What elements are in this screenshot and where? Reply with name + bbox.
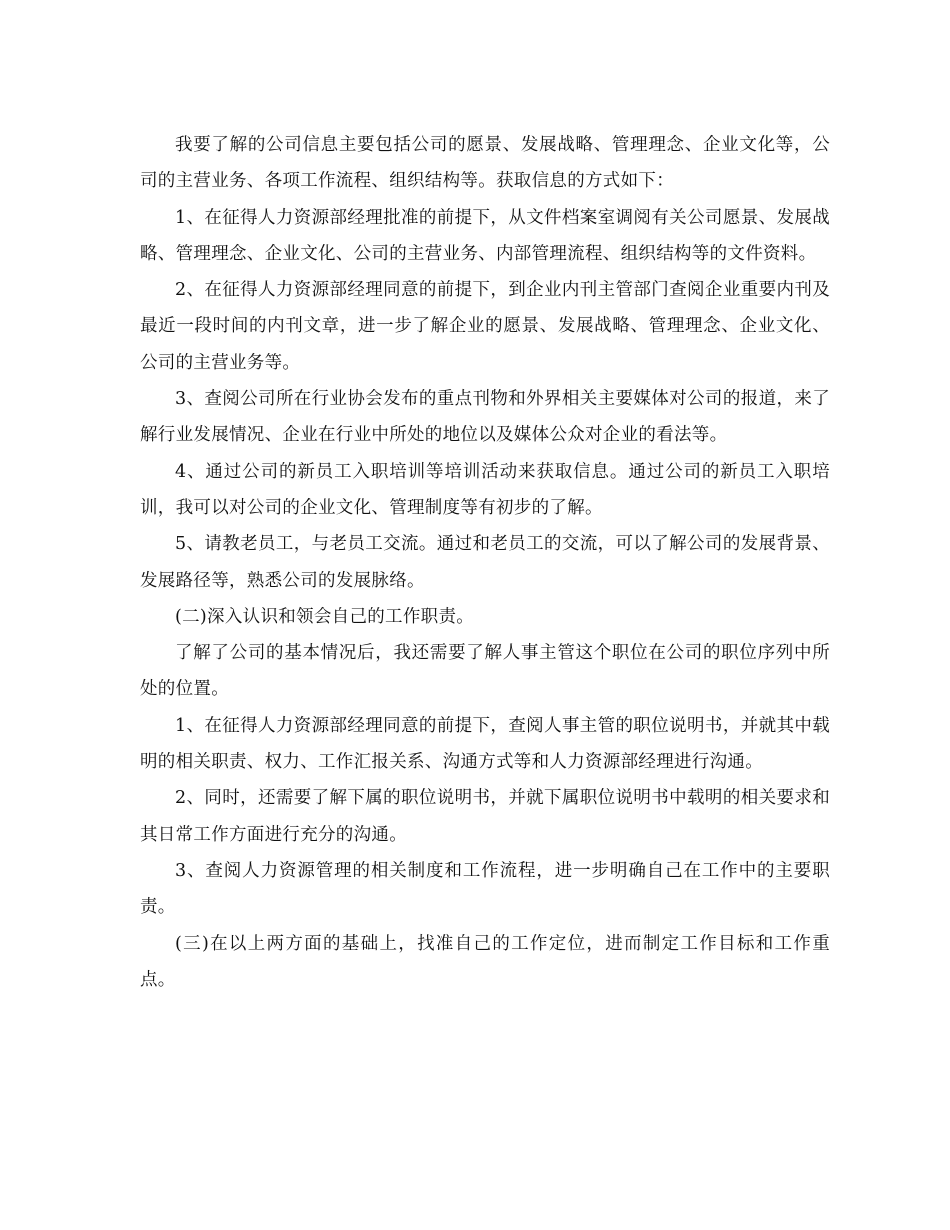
- paragraph-section-2-intro: 了解了公司的基本情况后，我还需要了解人事主管这个职位在公司的职位序列中所处的位置。: [140, 643, 830, 700]
- document-body: [140, 127, 830, 998]
- paragraph-item-1: 1、在征得人力资源部经理批准的前提下，从文件档案室调阅有关公司愿景、发展战略、管理理念、企业文化、公司的主营业务、内部管理流程、组织结构等的文件资料。: [140, 207, 830, 264]
- paragraph-section-2-item-2: 2、同时，还需要了解下属的职位说明书，并就下属职位说明书中载明的相关要求和其日常工作方面进行充分的沟通。: [140, 788, 830, 845]
- paragraph-item-2: 2、在征得人力资源部经理同意的前提下，到企业内刊主管部门查阅企业重要内刊及最近一段时间的内刊文章，进一步了解企业的愿景、发展战略、管理理念、企业文化、公司的主营业务等。: [140, 280, 830, 373]
- paragraph-item-4: 4、通过公司的新员工入职培训等培训活动来获取信息。通过公司的新员工入职培训，我可以对公司的企业文化、管理制度等有初步的了解。: [140, 461, 830, 518]
- paragraph-section-2-item-1: 1、在征得人力资源部经理同意的前提下，查阅人事主管的职位说明书，并就其中载明的相关职责、权力、工作汇报关系、沟通方式等和人力资源部经理进行沟通。: [140, 715, 830, 773]
- paragraph-item-3: 3、查阅公司所在行业协会发布的重点刊物和外界相关主要媒体对公司的报道，来了解行业发展情况、企业在行业中所处的地位以及媒体公众对企业的看法等。: [140, 389, 830, 446]
- section-heading-3: (三)在以上两方面的基础上，找准自己的工作定位，进而制定工作目标和工作重点。: [140, 933, 830, 990]
- section-heading-2: (二)深入认识和领会自己的工作职责。: [175, 606, 475, 627]
- paragraph-intro: 我要了解的公司信息主要包括公司的愿景、发展战略、管理理念、企业文化等，公司的主营业务、各项工作流程、组织结构等。获取信息的方式如下：: [140, 135, 830, 192]
- paragraph-section-2-item-3: 3、查阅人力资源管理的相关制度和工作流程，进一步明确自己在工作中的主要职责。: [140, 860, 830, 918]
- paragraph-item-5: 5、请教老员工，与老员工交流。通过和老员工的交流，可以了解公司的发展背景、发展路径等，熟悉公司的发展脉络。: [140, 534, 830, 591]
